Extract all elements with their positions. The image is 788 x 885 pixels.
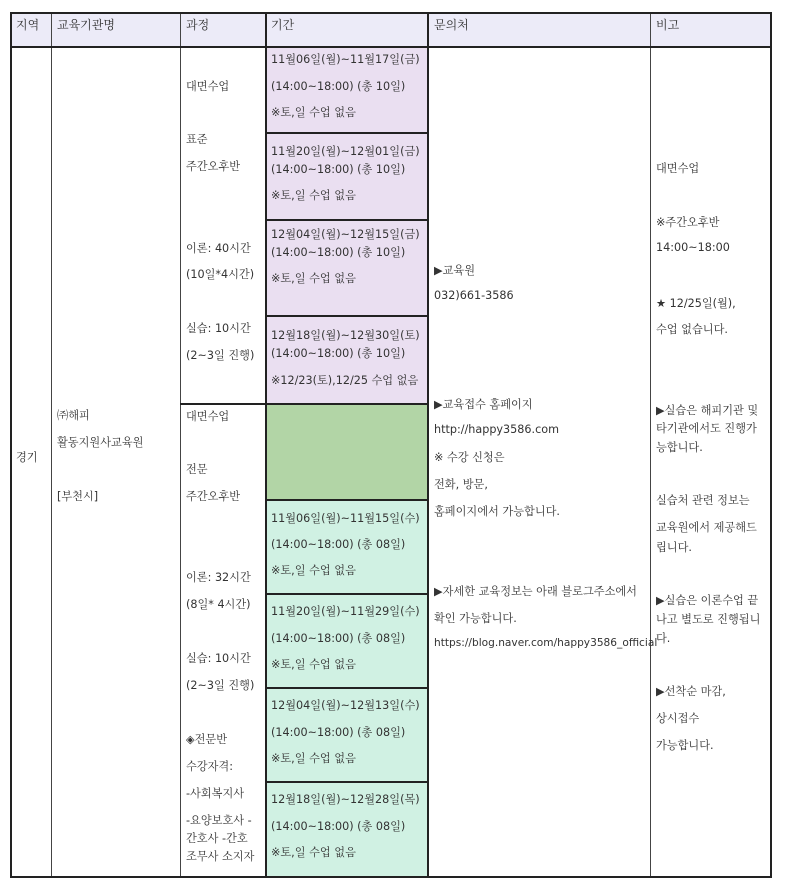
period-dates: 12월04일(월)~12월15일(금): [271, 228, 420, 241]
period-dates: 12월04일(월)~12월13일(수): [271, 699, 420, 712]
contact-apply1: ※ 수강 신청은: [434, 451, 505, 464]
note-line: 교육원에서 제공해드: [656, 521, 757, 534]
institution-name: ㈜해피: [57, 409, 90, 422]
note-line: ▶실습은 해피기관 및: [656, 404, 759, 417]
note-line: 대면수업: [656, 162, 700, 175]
course-standard-theory: 이론: 40시간: [186, 242, 251, 255]
period-time: (14:00~18:00) (총 08일): [271, 632, 406, 645]
contact-apply2: 전화, 방문,: [434, 478, 488, 491]
period-note: ※토,일 수업 없음: [271, 189, 356, 202]
period-time: (14:00~18:00) (총 10일): [271, 80, 406, 93]
header-course: 과정: [180, 12, 265, 47]
course-expert-practice-detail: (2~3일 진행): [186, 679, 255, 692]
note-line: ※주간오후반: [656, 216, 720, 229]
note-line: 가능합니다.: [656, 739, 714, 752]
note-line: 상시접수: [656, 712, 700, 725]
period-note: ※12/23(토),12/25 수업 없음: [271, 374, 419, 387]
period-note: ※토,일 수업 없음: [271, 658, 356, 671]
period-note: ※토,일 수업 없음: [271, 106, 356, 119]
course-standard-name2: 주간오후반: [186, 160, 241, 173]
course-expert-practice: 실습: 10시간: [186, 652, 251, 665]
note-line: 다.: [656, 632, 671, 645]
period-time: (14:00~18:00) (총 08일): [271, 726, 406, 739]
period-note: ※토,일 수업 없음: [271, 272, 356, 285]
period-note: ※토,일 수업 없음: [271, 846, 356, 859]
note-line: 립니다.: [656, 541, 692, 554]
note-line: 능합니다.: [656, 441, 703, 454]
course-standard-type: 대면수업: [186, 80, 230, 93]
note-line: 나고 별도로 진행됩니: [656, 613, 761, 626]
course-expert-type: 대면수업: [186, 410, 230, 423]
header-notes: 비고: [650, 12, 772, 47]
period-dates: 12월18일(월)~12월28일(목): [271, 793, 420, 806]
period-time: (14:00~18:00) (총 10일): [271, 246, 406, 259]
period-time: (14:00~18:00) (총 08일): [271, 820, 406, 833]
period-dates: 11월20일(월)~12월01일(금): [271, 145, 420, 158]
contact-apply3: 홈페이지에서 가능합니다.: [434, 505, 560, 518]
header-institution: 교육기관명: [51, 12, 180, 47]
contact-homepage-link[interactable]: http://happy3586.com: [434, 423, 559, 436]
note-line: 수업 없습니다.: [656, 323, 728, 336]
contact-blog1: ▶자세한 교육정보는 아래 블로그주소에서: [434, 585, 637, 598]
note-line: 타기관에서도 진행가: [656, 422, 757, 435]
institution-sub: 활동지원사교육원: [57, 436, 144, 449]
contact-blog2: 확인 가능합니다.: [434, 612, 517, 625]
period-time: (14:00~18:00) (총 08일): [271, 538, 406, 551]
course-expert-qual4: 조무사 소지자: [186, 850, 255, 863]
period-dates: 11월20일(월)~11월29일(수): [271, 605, 420, 618]
course-expert-special: ◈전문반: [186, 733, 228, 746]
course-standard-theory-detail: (10일*4시간): [186, 268, 255, 281]
note-line: ★ 12/25일(월),: [656, 297, 736, 310]
period-dates: 11월06일(월)~11월17일(금): [271, 53, 420, 66]
course-expert-name2: 주간오후반: [186, 490, 241, 503]
header-period: 기간: [265, 12, 428, 47]
period-dates: 12월18일(월)~12월30일(토): [271, 329, 420, 342]
contact-blog-link[interactable]: https://blog.naver.com/happy3586_official: [434, 637, 658, 649]
region-cell: 경기: [16, 451, 38, 464]
period-dates: 11월06일(월)~11월15일(수): [271, 512, 420, 525]
note-line: ▶선착순 마감,: [656, 685, 726, 698]
note-line: 실습처 관련 정보는: [656, 494, 750, 507]
course-expert-qual-title: 수강자격:: [186, 760, 233, 773]
contact-homepage-title: ▶교육접수 홈페이지: [434, 398, 533, 411]
institution-city: [부천시]: [57, 490, 99, 503]
course-expert-qual2: -요양보호사 -: [186, 814, 252, 827]
contact-org: ▶교육원: [434, 264, 476, 277]
period-time: (14:00~18:00) (총 10일): [271, 347, 406, 360]
note-line: 14:00~18:00: [656, 241, 730, 254]
course-expert-qual3: 간호사 -간호: [186, 832, 248, 845]
course-expert-name1: 전문: [186, 463, 208, 476]
course-standard-name1: 표준: [186, 133, 208, 146]
course-expert-qual1: -사회복지사: [186, 787, 245, 800]
course-standard-practice-detail: (2~3일 진행): [186, 349, 255, 362]
course-standard-practice: 실습: 10시간: [186, 322, 251, 335]
header-region: 지역: [10, 12, 51, 47]
course-expert-theory: 이론: 32시간: [186, 571, 251, 584]
period-note: ※토,일 수업 없음: [271, 564, 356, 577]
period-note: ※토,일 수업 없음: [271, 752, 356, 765]
course-expert-theory-detail: (8일* 4시간): [186, 598, 251, 611]
contact-phone: 032)661-3586: [434, 289, 514, 302]
header-contact: 문의처: [428, 12, 650, 47]
note-line: ▶실습은 이론수업 끝: [656, 594, 759, 607]
period-time: (14:00~18:00) (총 10일): [271, 163, 406, 176]
